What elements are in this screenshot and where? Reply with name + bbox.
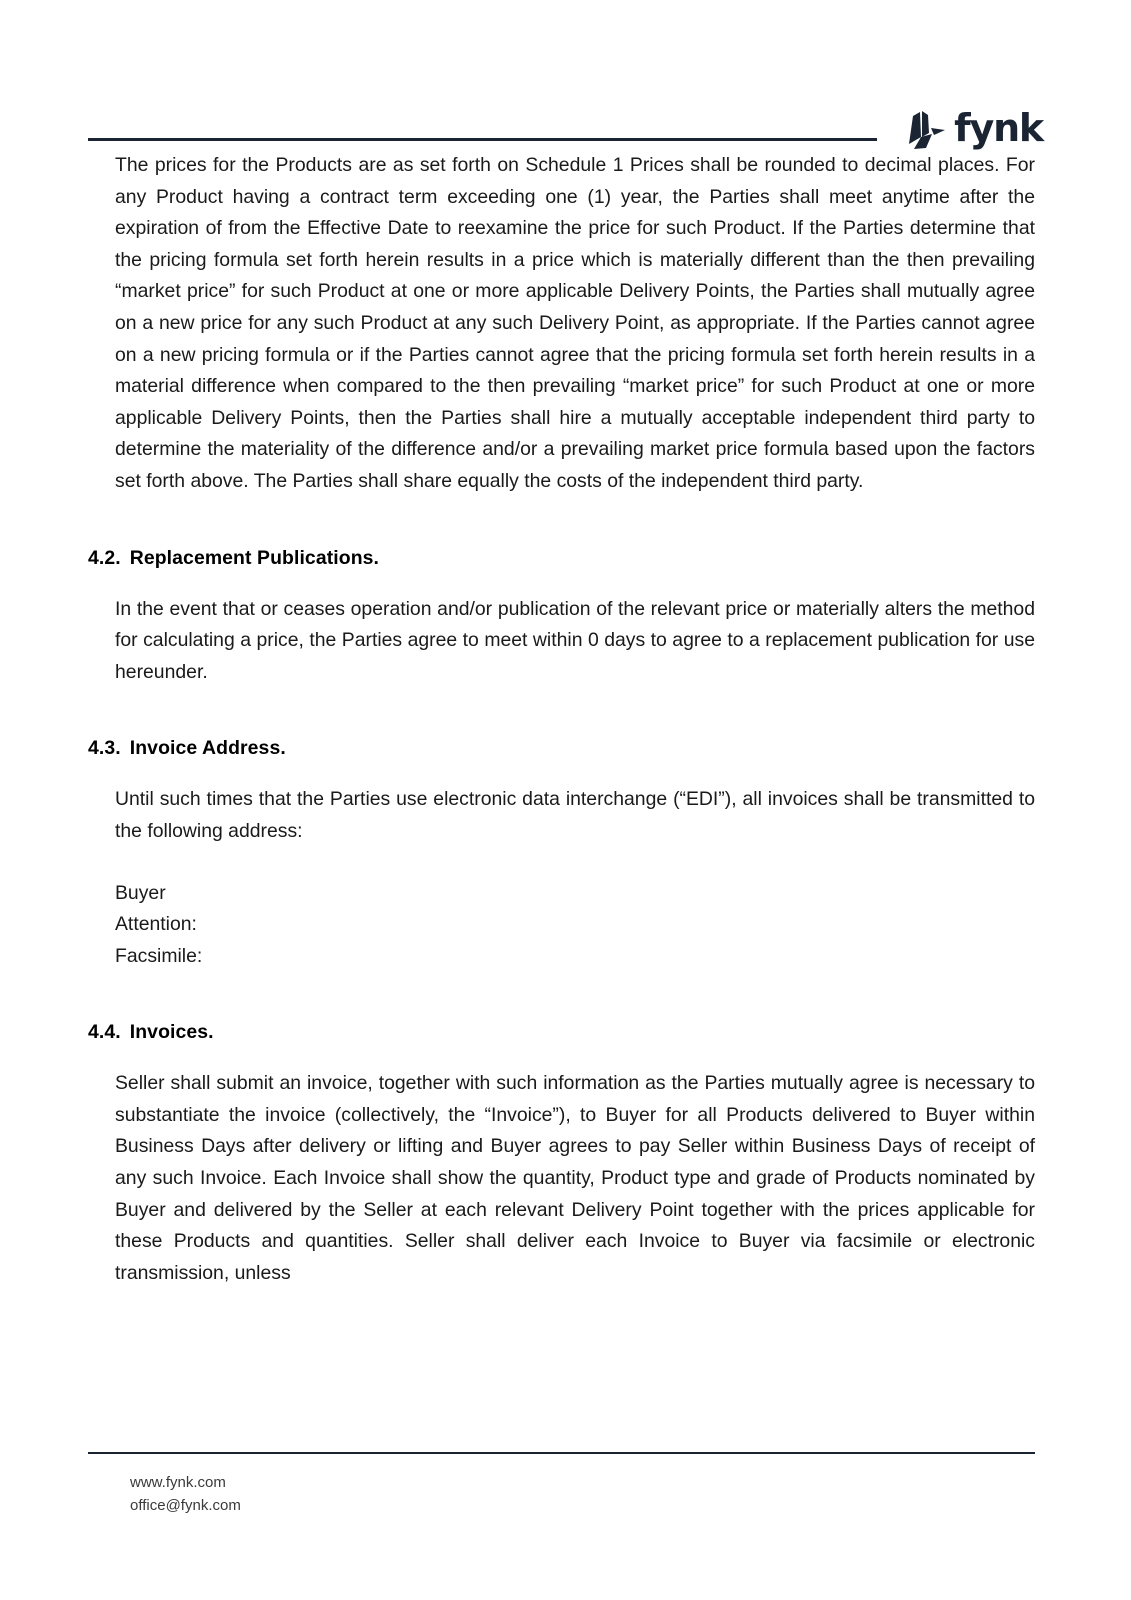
- address-line-attention: Attention:: [115, 913, 197, 936]
- section-title-4-2: Replacement Publications.: [129, 546, 380, 569]
- section-title-4-3: Invoice Address.: [129, 737, 286, 760]
- document-body: [88, 150, 1035, 1289]
- brand-logo: [901, 106, 1043, 150]
- address-line-facsimile: Facsimile:: [115, 944, 203, 967]
- section-number-4-3: 4.3.: [88, 737, 121, 760]
- footer-email[interactable]: office@fynk.com: [130, 1497, 241, 1514]
- fynk-bird-logo-icon: [901, 106, 947, 150]
- section-body-4-2: In the event that or ceases operation and/or publication of the relevant price or materially alters the method for calculating a price, the Parties agree to meet within 0 days to agree to a replacement publication for use hereunder.: [115, 597, 1035, 683]
- footer-contact: [88, 1454, 1035, 1517]
- section-heading-4-3: [88, 734, 1035, 762]
- section-body-4-4: Seller shall submit an invoice, together with such information as the Parties mutually agree is necessary to substantiate the invoice (collectively, the “Invoice”), to Buyer for all Products delivered to Buyer within Business Days after delivery or lifting and Buyer agrees to pay Seller within Business Days of receipt of any such Invoice. Each Invoice shall show the quantity, Product type and grade of Products nominated by Buyer and delivered by the Seller at each relevant Delivery Point together with the prices applicable for these Products and quantities. Seller shall deliver each Invoice to Buyer via facsimile or electronic transmission, unless: [115, 1072, 1035, 1284]
- section-heading-4-4: [88, 1018, 1035, 1046]
- section-number-4-2: 4.2.: [88, 546, 121, 569]
- brand-wordmark: fynk: [954, 106, 1043, 150]
- section-number-4-4: 4.4.: [88, 1021, 121, 1044]
- header-divider: [88, 138, 877, 141]
- section-body-4-3: Until such times that the Parties use electronic data interchange (“EDI”), all invoices shall be transmitted to the following address:: [115, 788, 1035, 842]
- page-header: [88, 100, 1043, 156]
- footer-website[interactable]: www.fynk.com: [130, 1474, 226, 1491]
- invoice-address-block: [88, 878, 1035, 973]
- page-footer: [88, 1452, 1035, 1517]
- section-heading-4-2: [88, 544, 1035, 572]
- address-line-buyer: Buyer: [115, 881, 166, 904]
- section-title-4-4: Invoices.: [129, 1021, 214, 1044]
- intro-paragraph: The prices for the Products are as set forth on Schedule 1 Prices shall be rounded to decimal places. For any Product having a contract term exceeding one (1) year, the Parties shall meet anytime after the expiration of from the Effective Date to reexamine the price for such Product. If the Parties determine that the pricing formula set forth herein results in a price which is materially different than the then prevailing “market price” for such Product at one or more applicable Delivery Points, the Parties shall mutually agree on a new price for any such Product at any such Delivery Point, as appropriate. If the Parties cannot agree on a new pricing formula or if the Parties cannot agree that the pricing formula set forth herein results in a material difference when compared to the then prevailing “market price” for such Product at one or more applicable Delivery Points, then the Parties shall hire a mutually acceptable independent third party to determine the materiality of the difference and/or a prevailing market price formula based upon the factors set forth above. The Parties shall share equally the costs of the independent third party.: [115, 154, 1035, 492]
